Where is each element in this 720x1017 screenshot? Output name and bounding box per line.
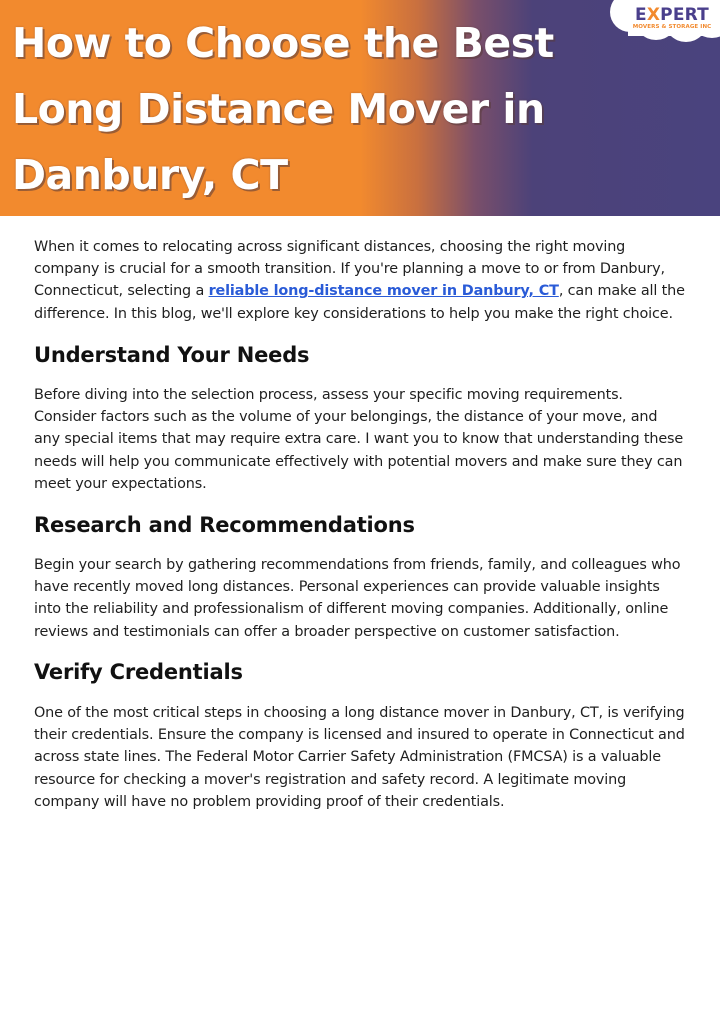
page-title <box>12 10 592 208</box>
logo-tagline: MOVERS & STORAGE INC <box>632 24 712 30</box>
title-line-2: Long Distance Mover in <box>12 85 545 133</box>
company-logo[interactable] <box>630 6 714 31</box>
header-banner <box>0 0 720 216</box>
section-heading-needs: Understand Your Needs <box>34 343 310 367</box>
section-body-research: Begin your search by gathering recommendations from friends, family, and colleagues who have recently moved long distances. Personal experiences can provide valuable insights into the reliability and professionalism of different moving companies. Additionally, online reviews and testimonials can offer a broader perspective on customer satisfaction. <box>34 557 681 640</box>
intro-paragraph: When it comes to relocating across significant distances, choosing the right moving company is crucial for a smooth transition. If you're planning a move to or from Danbury, Connecticut, selecting a reliable long-distance mover in Danbury, CT, can make all the difference. In this blog, we'll explore key considerations to help you make the right choice. <box>34 239 685 322</box>
section-body-needs: Before diving into the selection process, assess your specific moving requirements. Consider factors such as the volume of your belongings, the distance of your move, and any special items that may require extra care. I want you to know that understanding these needs will help you communicate effectively with potential movers and make sure they can meet your expectations. <box>34 387 684 492</box>
title-line-1: How to Choose the Best <box>12 19 554 67</box>
section-heading-credentials: Verify Credentials <box>34 660 243 684</box>
section-heading-research: Research and Recommendations <box>34 513 415 537</box>
logo-wordmark: EXPERT <box>635 5 709 25</box>
section-body-credentials: One of the most critical steps in choosing a long distance mover in Danbury, CT, is verifying their credentials. Ensure the company is licensed and insured to operate in Connecticut and across state lines. The Federal Motor Carrier Safety Administration (FMCSA) is a valuable resource for checking a mover's registration and safety record. A legitimate moving company will have no problem providing proof of their credentials. <box>34 705 685 810</box>
logo-x-mark: X <box>646 5 661 25</box>
title-line-3: Danbury, CT <box>12 151 288 199</box>
mover-link[interactable]: reliable long-distance mover in Danbury, CT <box>208 283 559 300</box>
